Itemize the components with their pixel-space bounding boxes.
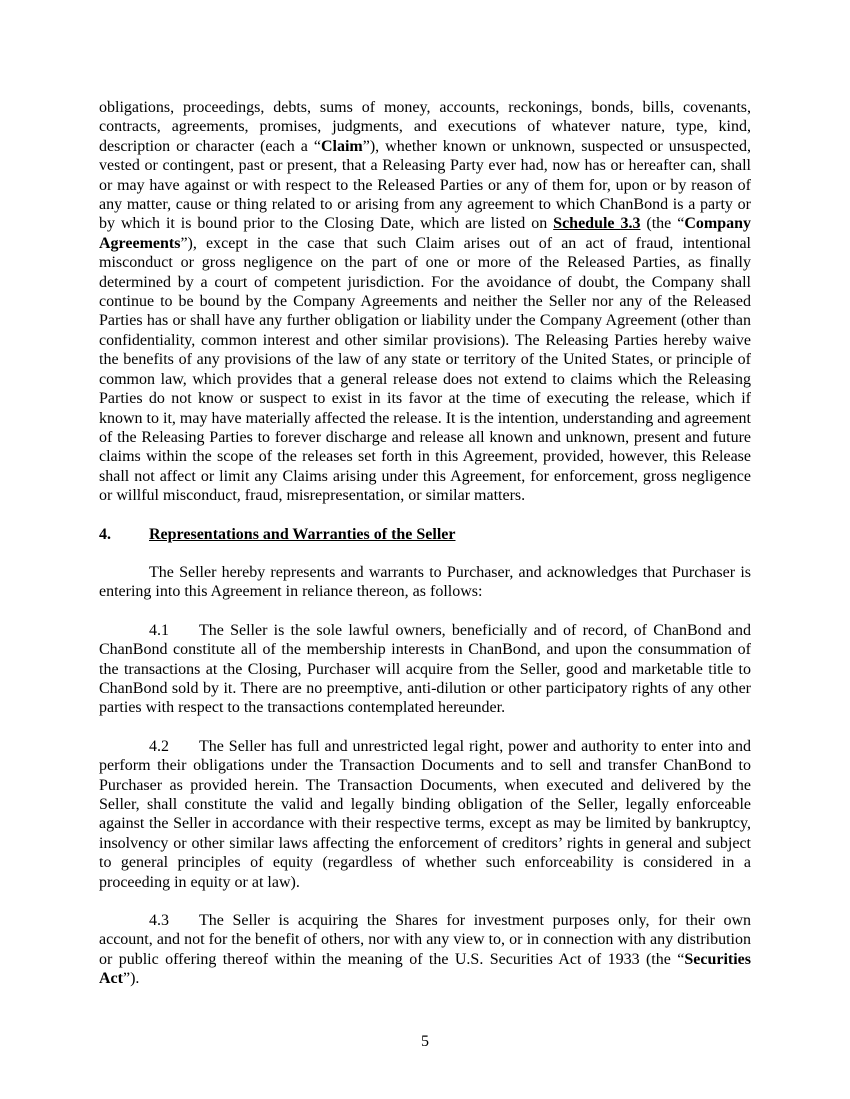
clause-text: The Seller is acquiring the Shares for investment purposes only, for their own account, and not for the benefit of others, nor with any view to, or in connection with any distribution or public offering thereof within the meaning of the U.S. Securities Act of 1933 (the “Securities Act”). — [99, 912, 751, 988]
page-number: 5 — [421, 1032, 429, 1050]
section-title: Representations and Warranties of the Seller — [149, 525, 456, 543]
clause-number: 4.3 — [149, 912, 169, 930]
paragraph-release-continuation: obligations, proceedings, debts, sums of money, accounts, reckonings, bonds, bills, covenants, contracts, agreements, promises, judgments, and executions of whatever nature, type, kind, description or character (each a “Claim”), whether known or unknown, suspected or unsuspected, vested or contingent, past or present, that a Releasing Party ever had, now has or hereafter can, shall or may have against or with respect to the Released Parties or any of them for, upon or by reason of any matter, cause or thing related to or arising from any agreement to which ChanBond is a party or by which it is bound prior to the Closing Date, which are listed on Schedule 3.3 (the “Company Agreements”), except in the case that such Claim arises out of an act of fraud, intentional misconduct or gross negligence on the part of one or more of the Released Parties, as finally determined by a court of competent jurisdiction. For the avoidance of doubt, the Company shall continue to be bound by the Company Agreements and neither the Seller nor any of the Released Parties has or shall have any further obligation or liability under the Company Agreement (other than confidentiality, common interest and other similar provisions). The Releasing Parties hereby waive the benefits of any provisions of the law of any state or territory of the United States, or principle of common law, which provides that a general release does not extend to claims which the Releasing Parties do not know or suspect to exist in its favor at the time of executing the release, which if known to it, may have materially affected the release. It is the intention, understanding and agreement of the Releasing Parties to forever discharge and release all known and unknown, present and future claims within the scope of the releases set forth in this Agreement, provided, however, this Release shall not affect or limit any Claims arising under this Agreement, for enforcement, gross negligence or willful misconduct, fraud, misrepresentation, or similar matters. — [99, 99, 751, 505]
page-footer — [0, 1032, 850, 1051]
section-heading-4 — [99, 525, 751, 544]
clause-4-2 — [99, 737, 751, 892]
clause-text: The Seller is the sole lawful owners, beneficially and of record, of ChanBond and ChanBond constitute all of the membership interests in ChanBond, and upon the consummation of the transactions at the Closing, Purchaser will acquire from the Seller, good and marketable title to ChanBond sold by it. There are no preemptive, anti-dilution or other participatory rights of any other parties with respect to the transactions contemplated hereunder. — [99, 621, 751, 717]
clause-text: The Seller has full and unrestricted legal right, power and authority to enter into and perform their obligations under the Transaction Documents and to sell and transfer ChanBond to Purchaser as provided herein. The Transaction Documents, when executed and delivered by the Seller, shall constitute the valid and legally binding obligation of the Seller, legally enforceable against the Seller in accordance with their respective terms, except as may be limited by bankruptcy, insolvency or other similar laws affecting the enforcement of creditors’ rights in general and subject to general principles of equity (regardless of whether such enforceability is considered in a proceeding in equity or at law). — [99, 737, 751, 891]
paragraph-intro: The Seller hereby represents and warrants to Purchaser, and acknowledges that Purchaser is entering into this Agreement in reliance thereon, as follows: — [99, 563, 751, 601]
clause-4-1 — [99, 621, 751, 718]
clause-number: 4.1 — [149, 621, 169, 639]
clause-number: 4.2 — [149, 737, 169, 755]
section-number: 4. — [99, 525, 111, 543]
clause-4-3 — [99, 911, 751, 989]
